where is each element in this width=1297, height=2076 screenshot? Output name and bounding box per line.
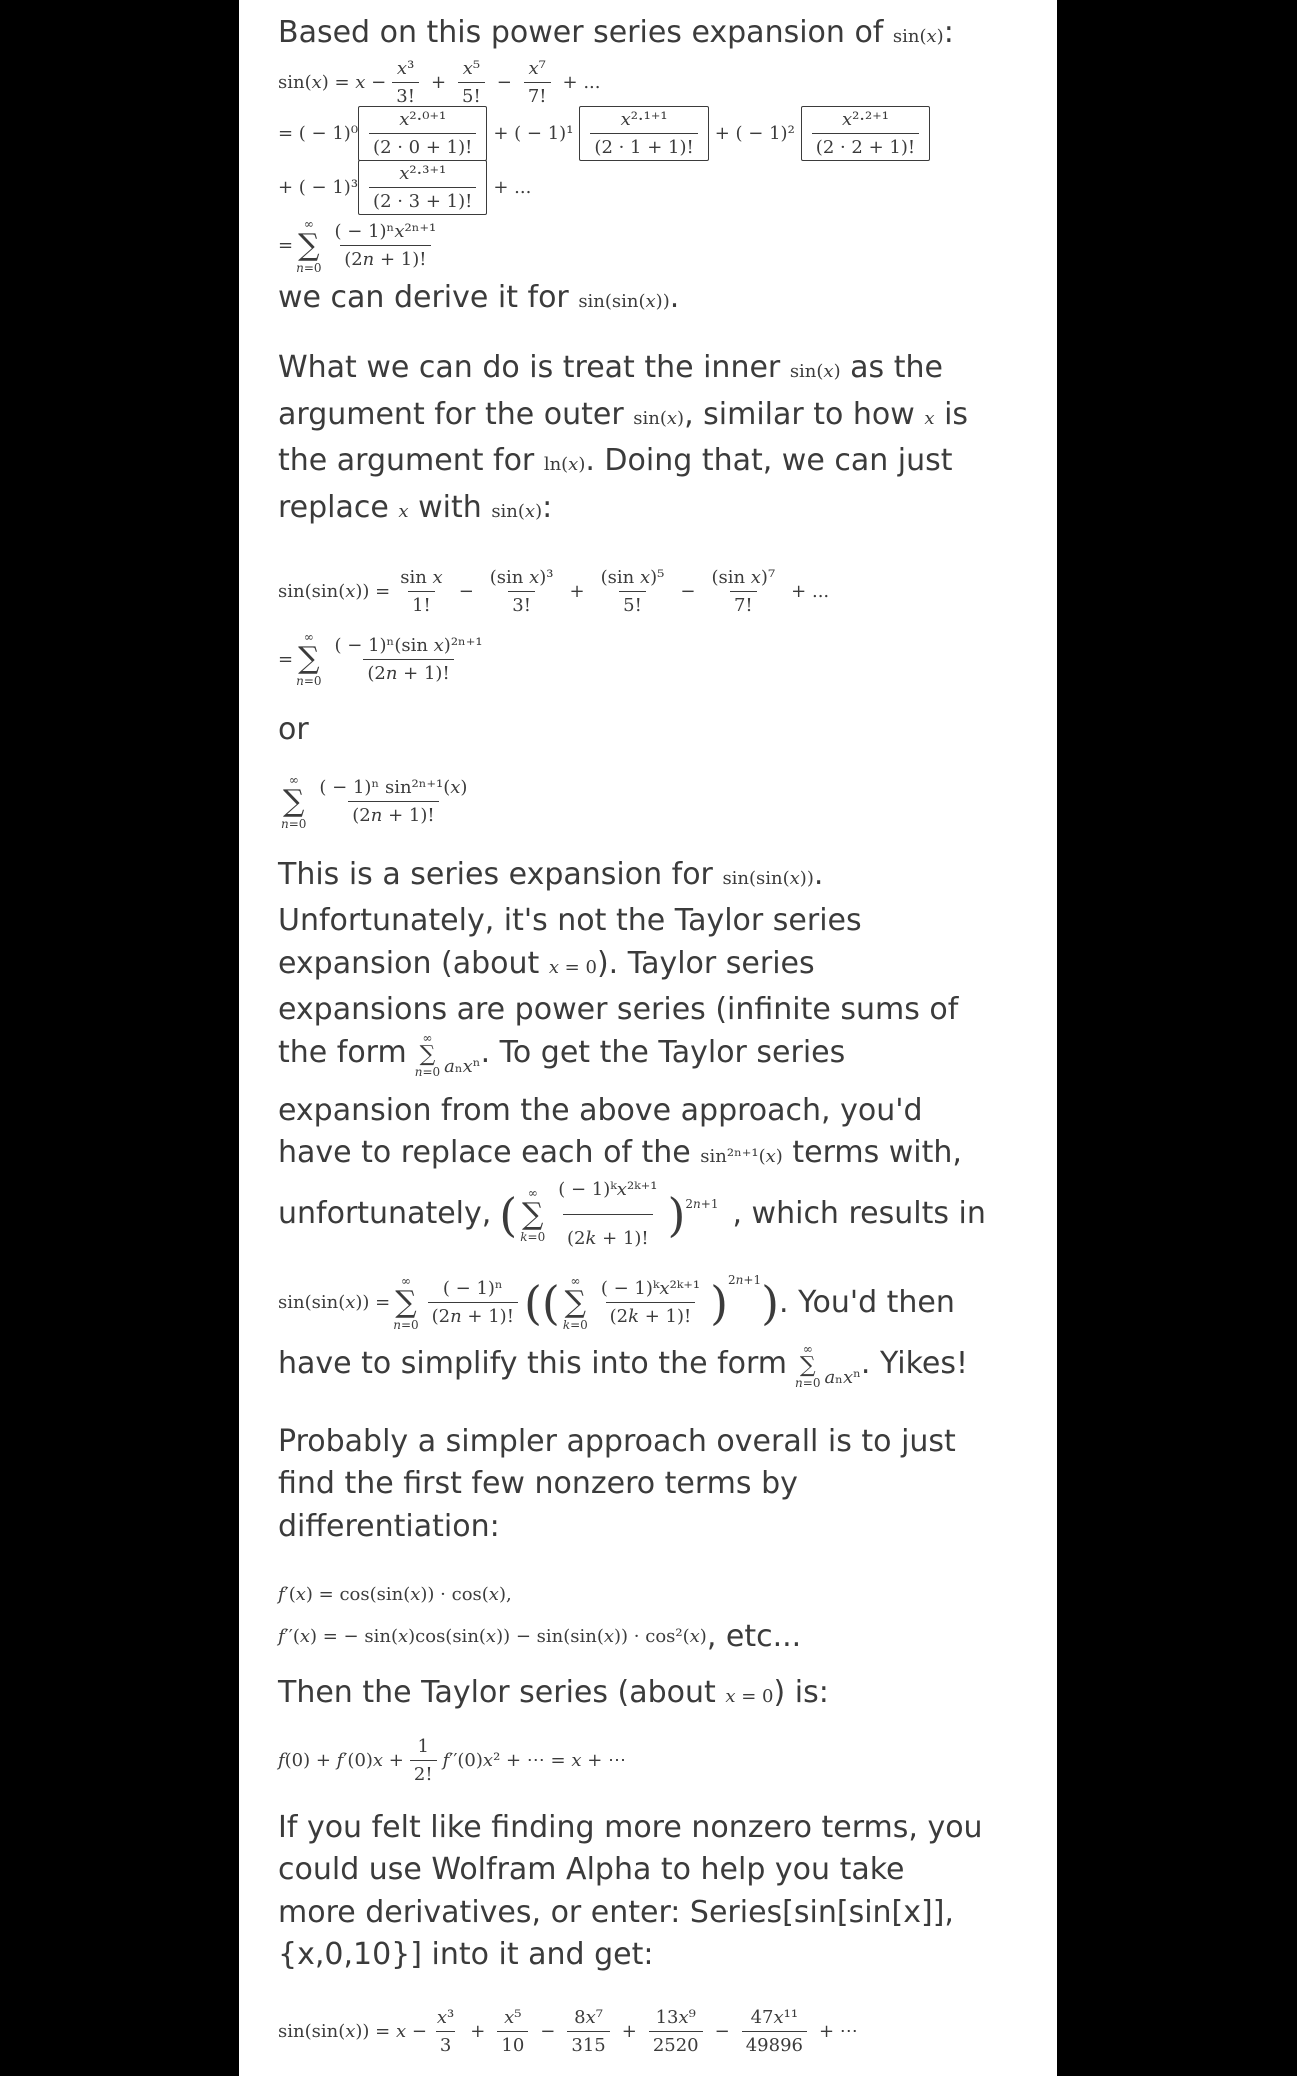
sigma-symbol: ∑ <box>395 1284 417 1320</box>
denominator: 7! <box>730 591 757 616</box>
equation-line-1 <box>278 561 1018 621</box>
sum-upper-limit: ∞ <box>527 1185 538 1200</box>
post-body <box>278 12 1018 2067</box>
numerator: 47𝑥¹¹ <box>750 2007 799 2028</box>
fraction <box>742 2007 807 2056</box>
text-line: Unfortunately, it's not the Taylor series <box>278 903 862 938</box>
equation-line-4 <box>278 215 1018 277</box>
text: : <box>542 489 553 525</box>
bracket-group <box>801 106 930 161</box>
sum-upper-limit: ∞ <box>570 1273 581 1288</box>
text-line <box>278 1179 1018 1251</box>
inline-math: 𝑥 = 0 <box>548 956 597 978</box>
inline-math: sin(sin(𝑥)) <box>578 290 670 312</box>
summation <box>281 774 306 830</box>
text: Then the Taylor series (about <box>278 1675 716 1710</box>
numerator: (sin 𝑥)⁵ <box>600 566 665 588</box>
operator: + ... <box>562 72 601 93</box>
denominator: 49896 <box>742 2031 807 2056</box>
left-paren: ( <box>499 1187 518 1242</box>
denominator: (2𝑘 + 1)! <box>606 1302 696 1327</box>
text: we can derive it for <box>278 279 569 315</box>
sigma-symbol: ∑ <box>298 641 320 676</box>
bracket-group <box>358 106 487 161</box>
operator: − <box>680 580 696 602</box>
summation <box>393 1275 418 1331</box>
denominator: 5! <box>458 82 485 107</box>
sin-power-series-equation <box>278 762 1018 842</box>
sin-sin-series-equation <box>278 561 1018 697</box>
text-line: Probably a simpler approach overall is to just <box>278 1423 956 1459</box>
fraction <box>497 2007 528 2056</box>
text: have to simplify this into the form <box>278 1345 788 1381</box>
numerator: ( − 1)ⁿ(sin 𝑥)²ⁿ⁺¹ <box>334 634 483 656</box>
taylor-equation <box>278 1729 1018 1793</box>
equation-text: sin(𝑥) = 𝑥 − <box>278 72 387 93</box>
content-column <box>239 0 1057 2076</box>
denominator: 3 <box>436 2031 455 2056</box>
denominator: (2 · 0 + 1)! <box>369 133 476 158</box>
equation-text: sin(sin(𝑥)) = <box>278 1292 391 1313</box>
text-line: expansions are power series (infinite sums of <box>278 992 959 1027</box>
numerator: 𝑥⁵ <box>504 2007 522 2028</box>
summation <box>563 1275 588 1331</box>
paragraph <box>278 347 1018 533</box>
sin-series-equation <box>278 59 1018 277</box>
fraction <box>331 635 487 684</box>
text: , similar to how <box>684 396 915 432</box>
numerator: ( − 1)ⁿ sin²ⁿ⁺¹(𝑥) <box>319 777 468 798</box>
fraction <box>567 2007 609 2056</box>
sigma-symbol: ∑ <box>522 1196 544 1232</box>
numerator: 1 <box>417 1736 429 1757</box>
sum-lower-limit: 𝑛=0 <box>795 1375 821 1390</box>
numerator: 8𝑥⁷ <box>574 2007 603 2028</box>
operator: − <box>540 2021 556 2042</box>
operator: + <box>621 2021 637 2042</box>
right-paren: ) <box>761 1275 780 1330</box>
denominator: 2! <box>410 1760 437 1785</box>
or-text: or <box>278 712 309 747</box>
text: . Doing that, we can just replace <box>278 443 953 525</box>
denominator: (2𝑛 + 1)! <box>348 801 438 826</box>
sigma-symbol: ∑ <box>298 227 320 263</box>
numerator: sin 𝑥 <box>400 566 443 588</box>
numerator: 𝑥⁵ <box>462 58 481 79</box>
fraction <box>486 567 558 616</box>
numerator: 𝑥²·²⁺¹ <box>841 109 889 130</box>
numerator: 𝑥³ <box>436 2007 455 2028</box>
equation-line-3 <box>278 161 1018 215</box>
denominator: 3! <box>392 82 419 107</box>
sum-upper-limit: ∞ <box>303 630 314 644</box>
sum-upper-limit: ∞ <box>400 1273 411 1288</box>
fraction <box>590 109 697 158</box>
fraction <box>812 109 919 158</box>
sigma-symbol: ∑ <box>283 783 305 819</box>
fraction <box>554 1169 661 1261</box>
sum-upper-limit: ∞ <box>422 1030 433 1045</box>
text: . <box>813 856 824 892</box>
fraction <box>396 567 446 616</box>
denominator: (2𝑛 + 1)! <box>428 1302 518 1327</box>
numerator: ( − 1)ᵏ𝑥²ᵏ⁺¹ <box>558 1178 658 1200</box>
paragraph <box>278 1672 1018 1719</box>
text-line: {x,0,10}] into it and get: <box>278 1937 654 1972</box>
sigma-symbol: ∑ <box>799 1352 816 1378</box>
numerator: 𝑥²·⁰⁺¹ <box>399 109 447 130</box>
fraction <box>649 2007 703 2056</box>
text-line: could use Wolfram Alpha to help you take <box>278 1852 905 1887</box>
operator: + <box>430 72 447 93</box>
text: as the argument for the outer <box>278 350 943 432</box>
fraction <box>428 1278 518 1327</box>
text: terms with, <box>792 1135 962 1170</box>
summation <box>296 218 321 274</box>
equation-text: 𝑓′′(0)𝑥² + ⋯ = 𝑥 + ⋯ <box>442 1750 627 1771</box>
inline-math: sin(𝑥) <box>789 361 841 382</box>
operator: + ⋯ <box>819 2021 858 2042</box>
text: with <box>418 489 482 525</box>
inline-math: 𝑥 = 0 <box>725 1686 774 1707</box>
numerator: ( − 1)ⁿ𝑥²ⁿ⁺¹ <box>334 221 437 242</box>
inline-math: 𝑥 <box>924 407 935 429</box>
numerator: 𝑥³ <box>396 58 415 79</box>
paragraph <box>278 277 1018 324</box>
equation-text: + ... <box>493 177 532 198</box>
text-line <box>278 1343 1018 1401</box>
text: . Yikes! <box>860 1345 969 1381</box>
inline-math: sin²ⁿ⁺¹(𝑥) <box>700 1146 783 1167</box>
equation-text: 𝑓′′(𝑥) = − sin(𝑥)cos(sin(𝑥)) − sin(sin(𝑥)) · cos²(𝑥) <box>278 1625 707 1647</box>
nested-series-equation <box>278 1263 1018 1343</box>
summation <box>520 1187 545 1243</box>
text: Based on this power series expansion of <box>278 15 884 50</box>
inline-math: sin(𝑥) <box>633 407 685 429</box>
equation-text: = <box>278 648 294 670</box>
fraction <box>597 1278 704 1327</box>
denominator: 10 <box>497 2031 528 2056</box>
sigma-symbol: ∑ <box>564 1284 587 1320</box>
equation-text: + ( − 1)¹ <box>493 123 574 144</box>
paragraph <box>278 1807 1018 1977</box>
denominator: 5! <box>619 591 646 616</box>
numerator: ( − 1)ᵏ𝑥²ᵏ⁺¹ <box>600 1278 701 1299</box>
text-line: more derivatives, or enter: Series[sin[sin[x]], <box>278 1894 954 1930</box>
denominator: (2 · 2 + 1)! <box>812 133 919 158</box>
exponent: 2𝑛+1 <box>728 1272 762 1287</box>
denominator: 7! <box>524 82 551 107</box>
fraction <box>410 1736 437 1785</box>
sum-lower-limit: 𝑛=0 <box>296 674 322 688</box>
denominator: (2𝑛 + 1)! <box>340 245 430 270</box>
intro-paragraph <box>278 12 1018 59</box>
denominator: 1! <box>408 591 435 616</box>
sum-lower-limit: 𝑛=0 <box>281 816 307 831</box>
denominator: (2𝑘 + 1)! <box>563 1214 653 1261</box>
text-line: If you felt like finding more nonzero terms, you <box>278 1809 983 1845</box>
text: : <box>943 15 954 50</box>
text-line: find the first few nonzero terms by <box>278 1466 798 1501</box>
operator: − <box>458 580 474 602</box>
first-derivative: 𝑓′(𝑥) = cos(sin(𝑥)) · cos(𝑥), <box>278 1583 512 1605</box>
fraction <box>392 58 419 107</box>
operator: + ... <box>791 580 830 602</box>
text: expansion (about <box>278 945 540 981</box>
inline-math: 𝑎ₙ𝑥ⁿ <box>444 1055 481 1077</box>
sum-upper-limit: ∞ <box>288 772 299 787</box>
equation-line-2 <box>278 621 1018 697</box>
bracket-group <box>579 106 708 161</box>
text: , etc... <box>706 1618 802 1654</box>
summation <box>415 1032 440 1078</box>
fraction <box>707 567 779 616</box>
fraction <box>369 109 476 158</box>
text-line: differentiation: <box>278 1508 500 1544</box>
numerator: ( − 1)ⁿ <box>442 1278 503 1299</box>
inline-math: 𝑥 <box>398 500 409 522</box>
equation-line-2 <box>278 107 1018 161</box>
denominator: 2520 <box>649 2031 703 2056</box>
sum-upper-limit: ∞ <box>303 216 314 231</box>
text-line <box>278 1032 1018 1090</box>
text: ). Taylor series <box>596 945 815 981</box>
second-derivative <box>278 1614 1018 1658</box>
operator: − <box>496 72 512 93</box>
paragraph <box>278 1421 1018 1549</box>
left-paren: (( <box>523 1275 560 1330</box>
denominator: (2 · 3 + 1)! <box>369 187 476 212</box>
text: unfortunately, <box>278 1196 492 1232</box>
summation <box>795 1343 820 1389</box>
equation-text: 𝑓(0) + 𝑓′(0)𝑥 + <box>278 1750 404 1771</box>
text-line: expansion from the above approach, you'd <box>278 1092 923 1128</box>
derivatives-block <box>278 1574 1018 1658</box>
sum-lower-limit: 𝑘=0 <box>520 1229 546 1244</box>
numerator: 𝑥²·¹⁺¹ <box>620 109 668 130</box>
numerator: 𝑥²·³⁺¹ <box>399 163 447 184</box>
sum-lower-limit: 𝑛=0 <box>414 1064 441 1079</box>
final-series-equation <box>278 1997 1018 2067</box>
right-paren: ) <box>667 1187 686 1242</box>
equation-text: + ( − 1)³ <box>278 177 359 198</box>
operator: + <box>470 2021 486 2042</box>
sum-upper-limit: ∞ <box>802 1341 813 1356</box>
fraction <box>315 777 471 826</box>
text: . <box>669 279 680 315</box>
text: . To get the Taylor series <box>480 1034 846 1070</box>
equation-text: = <box>278 235 294 256</box>
text: This is a series expansion for <box>278 856 713 892</box>
equation-text: sin(sin(𝑥)) = 𝑥 − <box>278 2021 427 2042</box>
text-line <box>278 943 1018 990</box>
text: What we can do is treat the inner <box>278 350 781 385</box>
text-line <box>278 854 1018 901</box>
sum-lower-limit: 𝑘=0 <box>562 1317 588 1332</box>
right-paren: ) <box>710 1275 729 1330</box>
text: is the argument for <box>278 396 969 478</box>
inline-math: 𝑎ₙ𝑥ⁿ <box>824 1366 861 1388</box>
taylor-discussion-paragraph <box>278 854 1018 1251</box>
fraction <box>331 221 441 270</box>
text: , which results in <box>732 1196 986 1232</box>
bracket-group <box>358 160 487 215</box>
text: the form <box>278 1034 407 1070</box>
numerator: (sin 𝑥)³ <box>489 566 554 588</box>
fraction <box>524 58 551 107</box>
equation-text: sin(sin(𝑥)) = <box>278 580 391 602</box>
equation-line-1 <box>278 59 1018 107</box>
equation-text: = ( − 1)⁰ <box>278 123 359 144</box>
inline-math: sin(𝑥) <box>491 500 543 522</box>
equation-text: + ( − 1)² <box>714 123 795 144</box>
summation <box>296 631 321 687</box>
denominator: 3! <box>508 591 535 616</box>
sigma-symbol: ∑ <box>419 1041 436 1067</box>
inline-math: ln(𝑥) <box>543 454 586 475</box>
denominator: (2 · 1 + 1)! <box>590 133 697 158</box>
text: . You'd then <box>779 1285 955 1320</box>
inline-math: sin(sin(𝑥)) <box>722 867 814 889</box>
operator: + <box>569 580 585 602</box>
numerator: (sin 𝑥)⁷ <box>711 566 776 588</box>
text: have to replace each of the <box>278 1135 691 1170</box>
exponent: 2𝑛+1 <box>685 1196 719 1211</box>
text: ) is: <box>773 1675 829 1710</box>
denominator: (2𝑛 + 1)! <box>363 659 453 684</box>
denominator: 315 <box>567 2031 609 2056</box>
numerator: 𝑥⁷ <box>528 58 546 79</box>
fraction <box>597 567 669 616</box>
sum-lower-limit: 𝑛=0 <box>296 260 322 275</box>
fraction <box>433 2007 458 2056</box>
sum-lower-limit: 𝑛=0 <box>393 1317 419 1332</box>
numerator: 13𝑥⁹ <box>655 2007 696 2028</box>
fraction <box>458 58 485 107</box>
fraction <box>369 163 476 212</box>
operator: − <box>714 2021 730 2042</box>
inline-math: sin(𝑥) <box>892 26 944 47</box>
